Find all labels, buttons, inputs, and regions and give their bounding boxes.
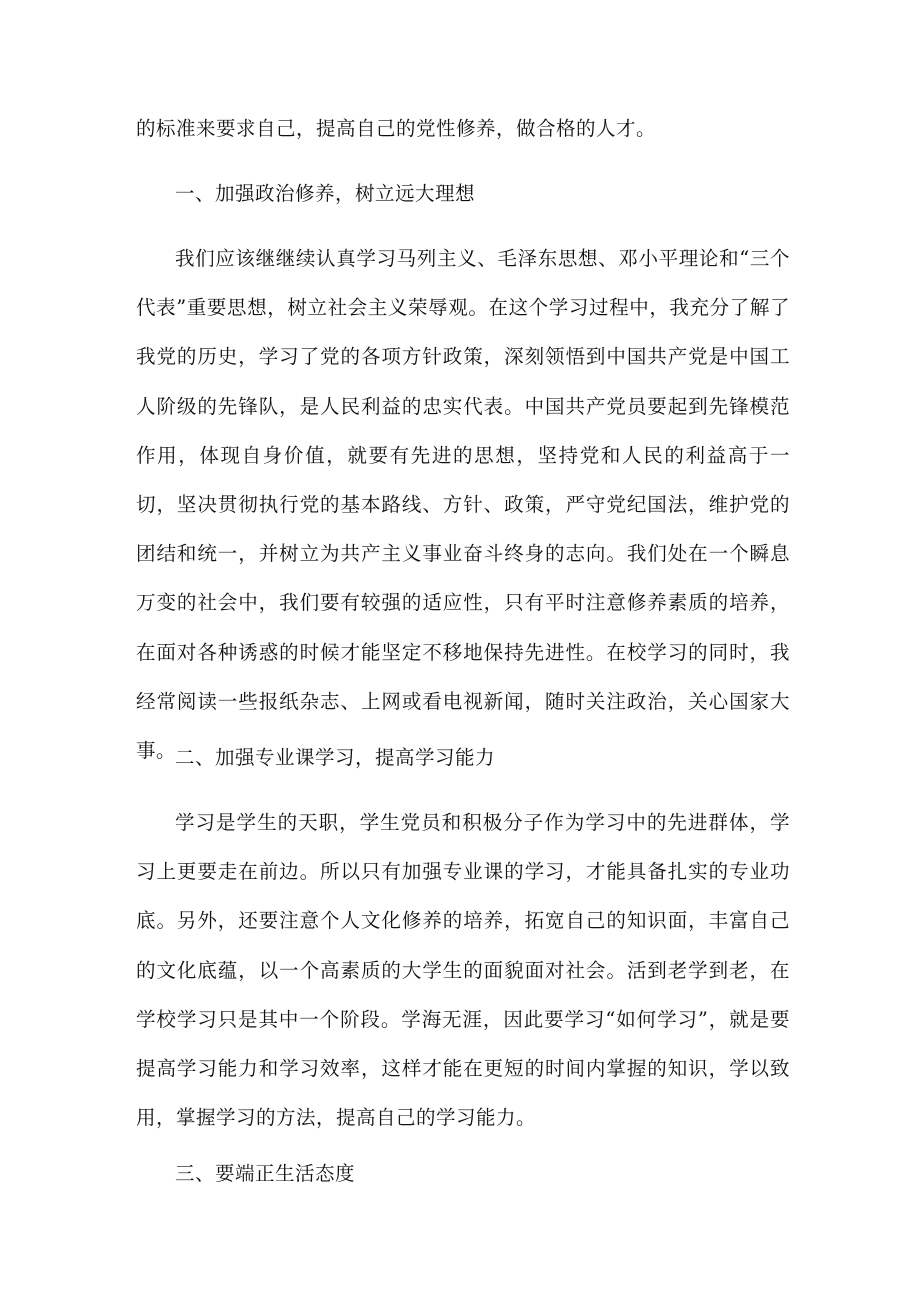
section-2-heading: 二、加强专业课学习，提高学习能力 <box>175 746 496 769</box>
section-1-paragraph: 我们应该继继续认真学习马列主义、毛泽东思想、邓小平理论和“三个代表”重要思想，树立社会主义荣辱观。在这个学习过程中，我充分了解了我党的历史，学习了党的各项方针政策，深刻领悟到中国共产党是中国工人阶级的先锋队，是人民利益的忠实代表。中国共产党员要起到先锋模范作用，体现自身价值，就要有先进的思想，坚持党和人民的利益高于一切，坚决贯彻执行党的基本路线、方针、政策，严守党纪国法，维护党的团结和统一，并树立为共产主义事业奋斗终身的志向。我们处在一个瞬息万变的社会中，我们要有较强的适应性，只有平时注意修养素质的培养，在面对各种诱惑的时候才能坚定不移地保持先进性。在校学习的同时，我经常阅读一些报纸杂志、上网或看电视新闻，随时关注政治，关心国家大事。 <box>136 247 790 763</box>
section-2-paragraph: 学习是学生的天职，学生党员和积极分子作为学习中的先进群体，学习上更要走在前边。所以只有加强专业课的学习，才能具备扎实的专业功底。另外，还要注意个人文化修养的培养，拓宽自己的知识面，丰富自己的文化底蕴，以一个高素质的大学生的面貌面对社会。活到老学到老，在学校学习只是其中一个阶段。学海无涯，因此要学习“如何学习”，就是要提高学习能力和学习效率，这样才能在更短的时间内掌握的知识，学以致用，掌握学习的方法，提高自己的学习能力。 <box>136 811 790 1130</box>
opening-line: 的标准来要求自己，提高自己的党性修养，做合格的人才。 <box>136 117 657 140</box>
section-3-heading: 三、要端正生活态度 <box>175 1162 356 1185</box>
section-1-heading: 一、加强政治修养，树立远大理想 <box>175 182 476 205</box>
